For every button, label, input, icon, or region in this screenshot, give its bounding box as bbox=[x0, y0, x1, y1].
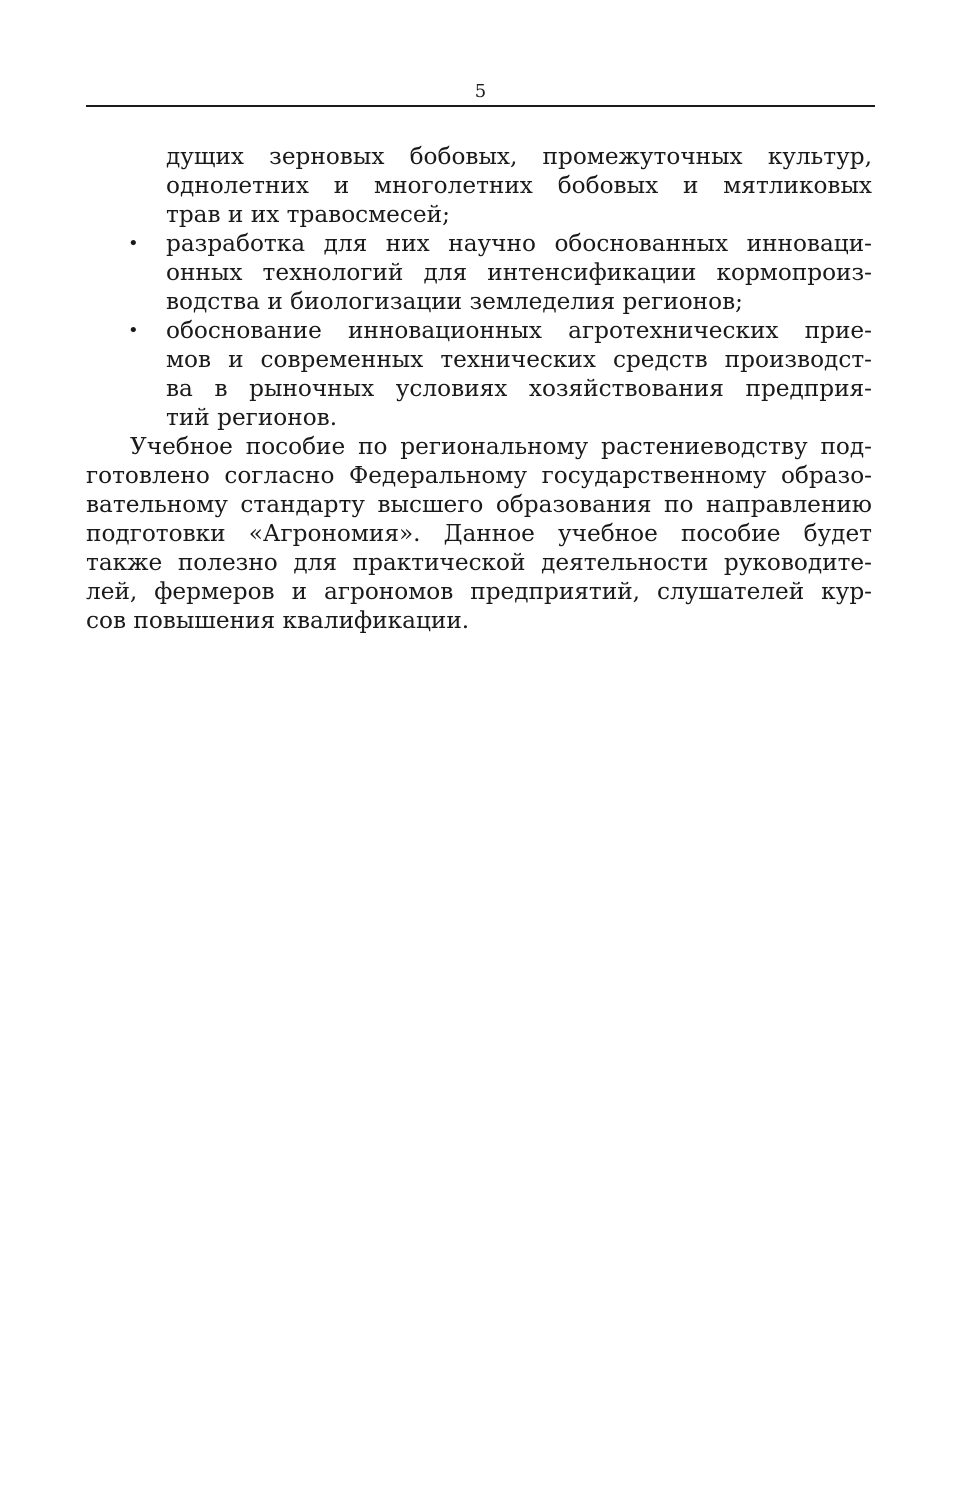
text-line: мов и современных технических средств производст- bbox=[166, 346, 872, 373]
text-line: дущих зерновых бобовых, промежуточных культур, bbox=[166, 143, 872, 170]
text-line: также полезно для практической деятельности руководите- bbox=[86, 549, 872, 576]
text-line: разработка для них научно обоснованных инноваци- bbox=[166, 230, 872, 257]
text-line: однолетних и многолетних бобовых и мятликовых bbox=[166, 172, 872, 199]
text-line: онных технологий для интенсификации кормопроиз- bbox=[166, 259, 872, 286]
text-line: подготовки «Агрономия». Данное учебное пособие будет bbox=[86, 520, 872, 547]
text-line: готовлено согласно Федеральному государственному образо- bbox=[86, 462, 872, 489]
header-rule bbox=[86, 105, 875, 107]
page-number: 5 bbox=[474, 81, 487, 102]
text-line: трав и их травосмесей; bbox=[166, 201, 450, 228]
list-continuation bbox=[86, 142, 872, 229]
list-item bbox=[86, 229, 872, 316]
bullet-icon: • bbox=[128, 233, 139, 254]
list-item bbox=[86, 316, 872, 432]
text-line: тий регионов. bbox=[166, 404, 338, 431]
text-line: сов повышения квалификации. bbox=[86, 607, 470, 634]
page-body bbox=[86, 142, 872, 635]
bullet-icon: • bbox=[128, 320, 139, 341]
body-paragraph bbox=[86, 432, 872, 635]
text-line: вательному стандарту высшего образования по направлению bbox=[86, 491, 872, 518]
text-line: водства и биологизации земледелия регионов; bbox=[166, 288, 743, 315]
text-line: Учебное пособие по региональному растениеводству под- bbox=[130, 433, 872, 460]
text-line: ва в рыночных условиях хозяйствования предприя- bbox=[166, 375, 872, 402]
text-line: обоснование инновационных агротехнических прие- bbox=[166, 317, 872, 344]
text-line: лей, фермеров и агрономов предприятий, слушателей кур- bbox=[86, 578, 872, 605]
